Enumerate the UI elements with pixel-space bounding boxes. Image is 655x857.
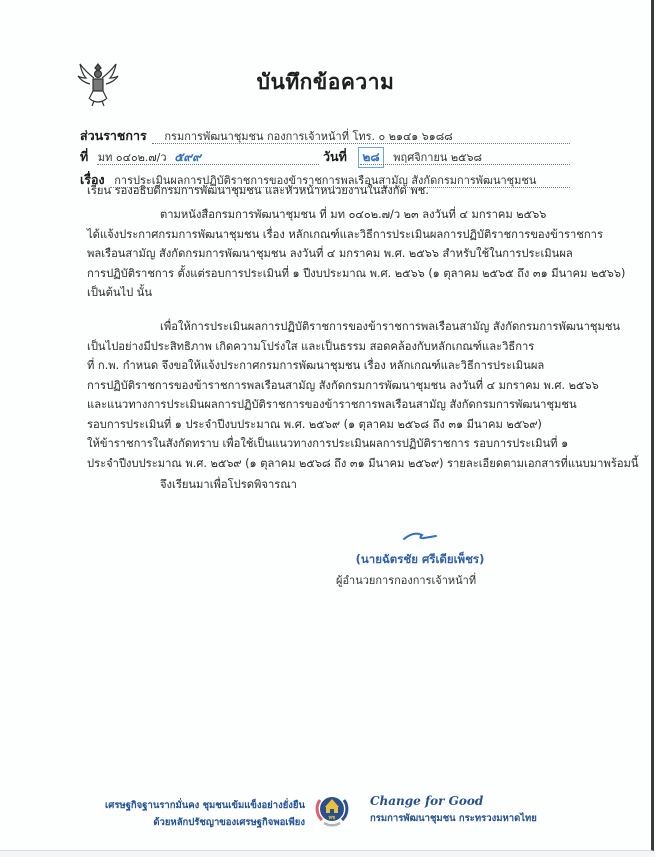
- closing-text: จึงเรียนมาเพื่อโปรดพิจารณา: [160, 478, 297, 491]
- closing-block: [87, 475, 607, 495]
- footer-motto-line-1: เศรษฐกิจฐานรากมั่นคง ชุมชนเข้มแข็งอย่างยั่งยืน: [105, 800, 305, 811]
- subject-value: การประเมินผลการปฏิบัติราชการของข้าราชการพลเรือนสามัญ สังกัดกรมการพัฒนาชุมชน: [114, 174, 537, 187]
- ref-number-handwritten: ๕๙๙: [174, 150, 201, 164]
- paragraph-2-line: และแนวทางการประเมินผลการปฏิบัติราชการของข้าราชการพลเรือนสามัญ สังกัดกรมการพัฒนาชุมชน: [87, 398, 577, 411]
- signature-block: [330, 528, 510, 589]
- subject-label: เรื่อง: [80, 172, 105, 187]
- paragraph-2-line: รอบการประเมินที่ ๑ ประจำปีงบประมาณ พ.ศ. ๒๕๖๙ (๑ ตุลาคม ๒๕๖๘ ถึง ๓๑ มีนาคม ๒๕๖๙): [87, 417, 542, 431]
- svg-text:พช: พช: [328, 815, 336, 821]
- ref-value: มท ๐๔๐๒.๗/ว: [97, 151, 167, 164]
- ref-underline: [97, 164, 319, 165]
- document-title: บันทึกข้อความ: [256, 70, 395, 94]
- paragraph-2-line: ประจำปีงบประมาณ พ.ศ. ๒๕๖๙ (๑ ตุลาคม ๒๕๖๘ ถึง ๓๑ มีนาคม ๒๕๖๙) รายละเอียดตามเอกสารที่แนบมาพร้อมนี้: [87, 456, 639, 470]
- date-label: วันที่: [323, 149, 347, 164]
- agency-label: ส่วนราชการ: [80, 128, 147, 143]
- footer-branding: [370, 794, 537, 826]
- paragraph-1-line: การปฏิบัติราชการ ตั้งแต่รอบการประเมินที่ ๑ ปีงบประมาณ พ.ศ. ๒๕๖๖ (๑ ตุลาคม ๒๕๖๕ ถึง ๓๑ มีนาคม ๒๕๖๖): [87, 266, 626, 280]
- date-day-handwritten: ๒๘: [358, 147, 383, 168]
- paragraph-1-line: ตามหนังสือกรมการพัฒนาชุมชน ที่ มท ๐๔๐๒.๗/ว ๒๓ ลงวันที่ ๔ มกราคม ๒๕๖๖: [160, 208, 547, 221]
- paragraph-2-line: ให้ข้าราชการในสังกัดทราบ เพื่อใช้เป็นแนวทางการประเมินผลการปฏิบัติราชการ รอบการประเมินที่ ๑: [87, 437, 569, 450]
- signature-scribble-icon: [400, 529, 440, 543]
- paragraph-1-line: เป็นต้นไป นั้น: [87, 286, 153, 299]
- paragraph-1-line: ได้แจ้งประกาศกรมการพัฒนาชุมชน เรื่อง หลักเกณฑ์และวิธีการประเมินผลการปฏิบัติราชการของข้าราชการ: [87, 227, 603, 241]
- paragraph-2-line: เป็นไปอย่างมีประสิทธิภาพ เกิดความโปร่งใส และเป็นธรรม สอดคล้องกับหลักเกณฑ์และวิธีการ: [87, 339, 535, 353]
- paragraph-2-line: การปฏิบัติราชการของข้าราชการพลเรือนสามัญ สังกัดกรมการพัฒนาชุมชน ลงวันที่ ๔ มกราคม พ.ศ. ๒๕๖๖: [87, 378, 599, 392]
- agency-underline: [152, 143, 570, 144]
- paragraph-2: [87, 317, 639, 473]
- footer-motto-line-2: ด้วยหลักปรัชญาของเศรษฐกิจพอเพียง: [153, 817, 305, 828]
- salutation-block: [87, 176, 607, 196]
- date-underline: [360, 164, 570, 165]
- signer-position: ผู้อำนวยการกองการเจ้าหน้าที่: [336, 574, 477, 587]
- signer-name: (นายฉัตรชัย ศรีเดียเพ็ชร): [355, 552, 485, 566]
- paragraph-2-line: ที่ ก.พ. กำหนด จึงขอให้แจ้งประกาศกรมการพัฒนาชุมชน เรื่อง หลักเกณฑ์และวิธีการประเมินผล: [87, 359, 545, 372]
- agency-value: กรมการพัฒนาชุมชน กองการเจ้าหน้าที่ โทร. ๐ ๒๑๔๑ ๖๑๘๘: [164, 130, 453, 143]
- ref-label: ที่: [80, 149, 89, 164]
- paragraph-1: [87, 205, 626, 303]
- cdd-logo-icon: [314, 790, 350, 828]
- date-value: พฤศจิกายน ๒๕๖๘: [393, 151, 482, 164]
- footer-motto: [105, 797, 305, 831]
- footer-department: กรมการพัฒนาชุมชน กระทรวงมหาดไทย: [370, 813, 537, 824]
- footer-slogan: Change for Good: [370, 794, 484, 808]
- paragraph-1-line: พลเรือนสามัญ สังกัดกรมการพัฒนาชุมชน ลงวันที่ ๔ มกราคม พ.ศ. ๒๕๖๖ สำหรับใช้ในการประเมินผล: [87, 247, 573, 260]
- paragraph-2-line: เพื่อให้การประเมินผลการปฏิบัติราชการของข้าราชการพลเรือนสามัญ สังกัดกรมการพัฒนาชุมชน: [160, 320, 621, 333]
- salutation: เรียน รองอธิบดีกรมการพัฒนาชุมชน และหัวหน้าหน่วยงานในสังกัด พช.: [87, 184, 429, 197]
